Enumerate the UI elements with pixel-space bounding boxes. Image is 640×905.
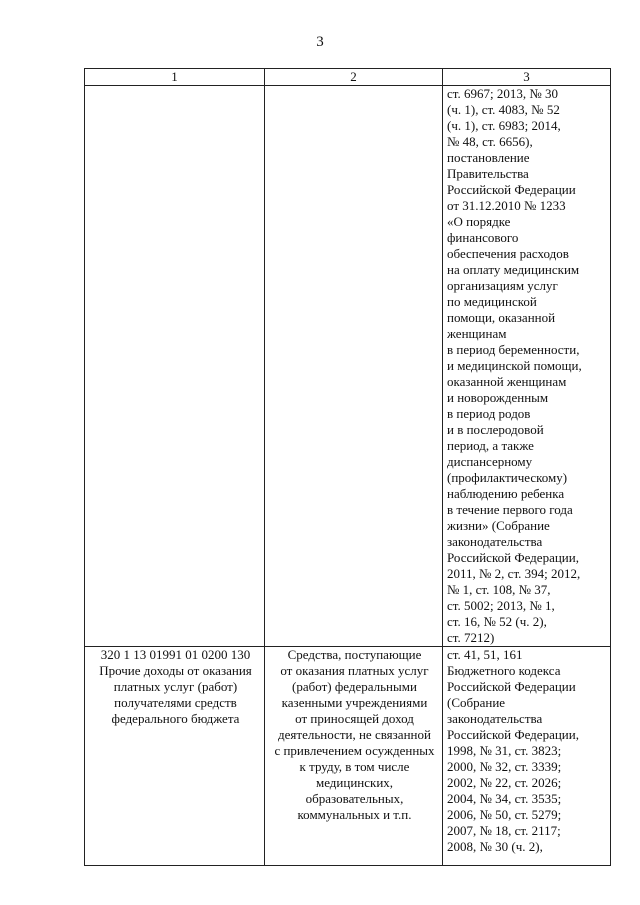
legal-basis-cell: ст. 6967; 2013, № 30 (ч. 1), ст. 4083, № 52 (ч. 1), ст. 6983; 2014, № 48, ст. 6656), постановление Правительства Российской Федерации от 31.12.2010 № 1233 «О порядке финансового обеспечения расходов на оплату медицинским организациям услуг по медицинской помощи, оказанной женщинам в период беременности, и медицинской помощи, оказанной женщинам и новорожденным в период родов и в послеродовой период, а также диспансерному (профилактическому) наблюдению ребенка в течение первого года жизни» (Собрание законодательства Российской Федерации, 2011, № 2, ст. 394; 2012, № 1, ст. 108, № 37, ст. 5002; 2013, № 1, ст. 16, № 52 (ч. 2), ст. 7212) [443, 86, 611, 647]
income-description-cell: Средства, поступающие от оказания платных услуг (работ) федеральными казенными учреждениями от приносящей доход деятельности, не связанной с привлечением осужденных к труду, в том числе медицинских, образовательных, коммунальных и т.п. [265, 647, 443, 866]
income-code-cell: 320 1 13 01991 01 0200 130 Прочие доходы от оказания платных услуг (работ) получателями средств федерального бюджета [85, 647, 265, 866]
column-header-1: 1 [85, 69, 265, 86]
document-table [84, 68, 611, 866]
table-row [85, 647, 611, 866]
page-number: 3 [316, 34, 324, 50]
table-row [85, 86, 611, 647]
table-header-row [85, 69, 611, 86]
income-description-cell [265, 86, 443, 647]
legal-basis-cell: ст. 41, 51, 161 Бюджетного кодекса Российской Федерации (Собрание законодательства Российской Федерации, 1998, № 31, ст. 3823; 2000, № 32, ст. 3339; 2002, № 22, ст. 2026; 2004, № 34, ст. 3535; 2006, № 50, ст. 5279; 2007, № 18, ст. 2117; 2008, № 30 (ч. 2), [443, 647, 611, 866]
column-header-3: 3 [443, 69, 611, 86]
column-header-2: 2 [265, 69, 443, 86]
income-code-cell [85, 86, 265, 647]
